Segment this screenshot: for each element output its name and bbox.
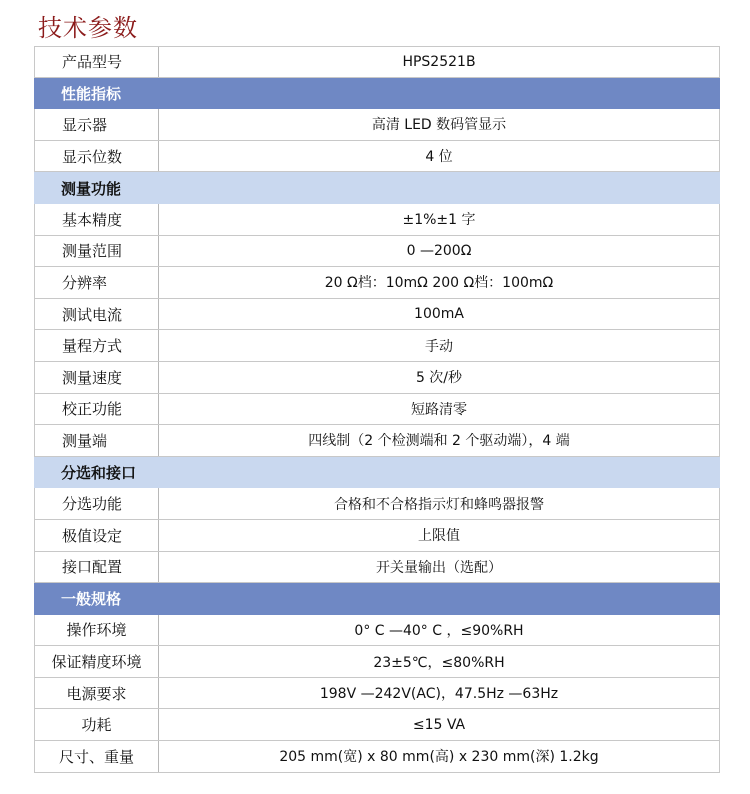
spec-row-limits bbox=[34, 520, 720, 552]
spec-label: 分辨率 bbox=[35, 267, 159, 298]
spec-row-range-mode bbox=[34, 330, 720, 362]
spec-label: 电源要求 bbox=[35, 678, 159, 709]
spec-label: 极值设定 bbox=[35, 520, 159, 551]
spec-label: 显示位数 bbox=[35, 141, 159, 172]
spec-table bbox=[34, 46, 720, 773]
spec-value: 合格和不合格指示灯和蜂鸣器报警 bbox=[334, 496, 544, 513]
spec-value: 5 次/秒 bbox=[415, 370, 463, 387]
spec-value: 100mA bbox=[414, 306, 464, 323]
page-title: 技术参数 bbox=[38, 14, 138, 42]
spec-row-accuracy bbox=[34, 204, 720, 236]
section-header-measurement: 测量功能 bbox=[34, 172, 720, 204]
model-value: HPS2521B bbox=[402, 53, 476, 70]
spec-row-sorting bbox=[34, 488, 720, 520]
section-header-sorting-interface: 分选和接口 bbox=[34, 457, 720, 489]
spec-label: 测量范围 bbox=[35, 236, 159, 267]
spec-label: 操作环境 bbox=[35, 615, 159, 646]
spec-value: 上限值 bbox=[418, 528, 460, 545]
spec-row-dimensions bbox=[34, 741, 720, 773]
spec-label: 测量端 bbox=[35, 425, 159, 456]
spec-row-display bbox=[34, 109, 720, 141]
spec-label: 基本精度 bbox=[35, 204, 159, 235]
spec-value: 短路清零 bbox=[411, 401, 467, 418]
spec-label: 测量速度 bbox=[35, 362, 159, 393]
spec-row-power bbox=[34, 678, 720, 710]
spec-label: 保证精度环境 bbox=[35, 646, 159, 677]
spec-value: 四线制（2 个检测端和 2 个驱动端），4 端 bbox=[308, 433, 570, 450]
spec-row-consumption bbox=[34, 709, 720, 741]
spec-label: 量程方式 bbox=[35, 330, 159, 361]
spec-value: 205 mm(宽) x 80 mm(高) x 230 mm(深) 1.2kg bbox=[279, 749, 599, 766]
spec-label: 校正功能 bbox=[35, 394, 159, 425]
spec-row-current bbox=[34, 299, 720, 331]
spec-value: 20 Ω档：10mΩ 200 Ω档：100mΩ bbox=[324, 275, 554, 292]
model-label: 产品型号 bbox=[35, 47, 159, 77]
spec-label: 测试电流 bbox=[35, 299, 159, 330]
spec-label: 显示器 bbox=[35, 109, 159, 140]
spec-row-calibration bbox=[34, 394, 720, 426]
spec-row-terminals bbox=[34, 425, 720, 457]
spec-row-interface bbox=[34, 552, 720, 584]
spec-value: 0 —200Ω bbox=[406, 242, 472, 259]
spec-value: 0° C —40° C ，≤90%RH bbox=[354, 622, 524, 639]
model-row bbox=[34, 46, 720, 78]
spec-row-environment bbox=[34, 615, 720, 647]
spec-row-resolution bbox=[34, 267, 720, 299]
spec-row-range bbox=[34, 236, 720, 268]
section-header-general: 一般规格 bbox=[34, 583, 720, 615]
section-header-performance: 性能指标 bbox=[34, 78, 720, 110]
spec-row-digits bbox=[34, 141, 720, 173]
spec-value: 198V —242V(AC)，47.5Hz —63Hz bbox=[319, 686, 559, 703]
spec-value: 手动 bbox=[425, 338, 453, 355]
spec-label: 分选功能 bbox=[35, 488, 159, 519]
spec-label: 功耗 bbox=[35, 709, 159, 740]
spec-row-speed bbox=[34, 362, 720, 394]
spec-row-accuracy-environment bbox=[34, 646, 720, 678]
spec-value: 4 位 bbox=[425, 149, 453, 166]
spec-value: 高清 LED 数码管显示 bbox=[371, 117, 507, 134]
spec-label: 接口配置 bbox=[35, 552, 159, 583]
spec-value: ≤15 VA bbox=[412, 716, 466, 733]
spec-value: 23±5℃，≤80%RH bbox=[373, 654, 505, 671]
spec-label: 尺寸、重量 bbox=[35, 741, 159, 772]
spec-value: ±1%±1 字 bbox=[402, 212, 476, 229]
spec-value: 开关量输出（选配） bbox=[376, 559, 502, 576]
